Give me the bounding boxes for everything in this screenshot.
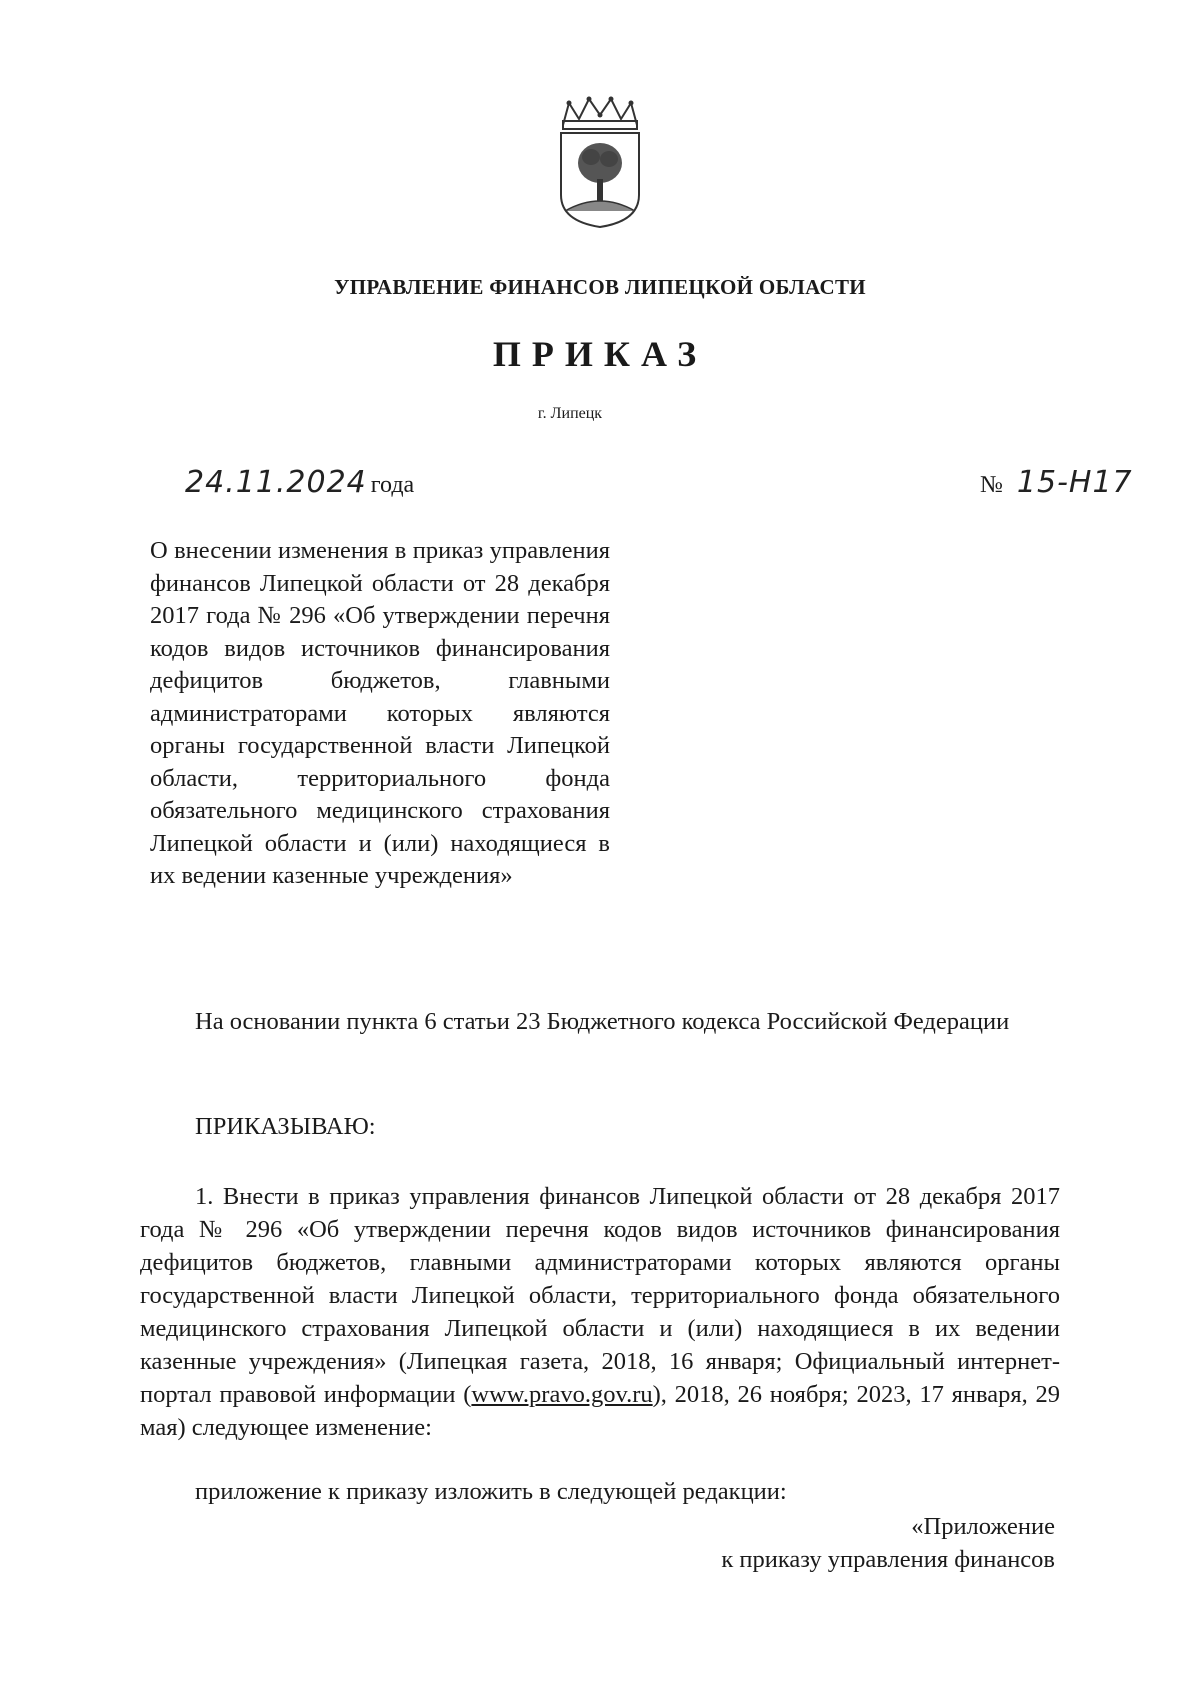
number-sign: № xyxy=(980,472,1003,498)
handwritten-date: 24.11.2024 xyxy=(185,465,367,500)
basis-paragraph: На основании пункта 6 статьи 23 Бюджетного кодекса Российской Федерации xyxy=(195,1008,1010,1035)
organization-name: УПРАВЛЕНИЕ ФИНАНСОВ ЛИПЕЦКОЙ ОБЛАСТИ xyxy=(334,275,866,299)
handwritten-number: 15-Н17 xyxy=(1016,465,1133,500)
item-1-paragraph xyxy=(140,1180,1060,1444)
date-line xyxy=(185,465,414,505)
coat-of-arms-emblem xyxy=(555,95,645,230)
number-line xyxy=(980,465,1133,505)
pravo-gov-link[interactable]: www.pravo.gov.ru xyxy=(471,1381,653,1408)
date-suffix: года xyxy=(370,472,415,498)
appendix-instruction: приложение к приказу изложить в следующей редакции: xyxy=(195,1478,787,1505)
city-label: г. Липецк xyxy=(537,405,603,422)
document-subject: О внесении изменения в приказ управления финансов Липецкой области от 28 декабря 2017 года № 296 «Об утверждении перечня кодов видов источников финансирования дефицитов бюджетов, главными администраторами которых являются органы государственной власти Липецкой области, территориального фонда обязательного медицинского страхования Липецкой области и (или) находящиеся в их ведении казенные учреждения» xyxy=(150,537,610,889)
appendix-line-2: к приказу управления финансов xyxy=(721,1546,1055,1573)
item-1-text-start: 1. Внести в приказ управления финансов Липецкой области от 28 декабря 2017 года № 296 «Об утверждении перечня кодов видов источников финансирования дефицитов бюджетов, главными администраторами которых являются органы государственной власти Липецкой области, территориального фонда обязательного медицинского страхования Липецкой области и (или) находящиеся в их ведении казенные учреждения» (Липецкая газета, 2018, 16 января; Официальный интернет-портал правовой информации ( xyxy=(140,1183,1060,1408)
item-1-text-end: ), 2018, 26 ноября; 2023, 17 января, 29 мая) следующее изменение: xyxy=(140,1381,1060,1441)
appendix-line-1: «Приложение xyxy=(911,1513,1055,1540)
document-type-title: ПРИКАЗ xyxy=(492,334,708,374)
appendix-heading xyxy=(600,1510,1055,1576)
order-word: ПРИКАЗЫВАЮ: xyxy=(195,1113,376,1140)
